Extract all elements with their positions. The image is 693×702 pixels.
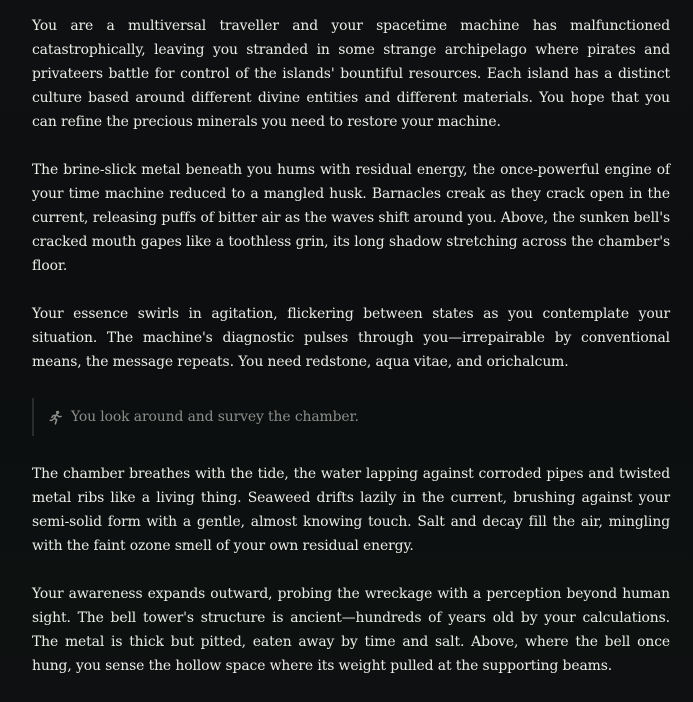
response-paragraph: Your awareness expands outward, probing the wreckage with a perception beyond human sight. The bell tower's structure is ancient—hundreds of years old by your calculations. The metal is thick but pitted, eaten away by time and salt. Above, where the bell once hung, you sense the hollow space where its weight pulled at the supporting beams. — [32, 586, 670, 674]
narrative-paragraph: The brine-slick metal beneath you hums with residual energy, the once-powerful engine of your time machine reduced to a mangled husk. Barnacles creak as they crack open in the current, releasing puffs of bitter air as the waves shift around you. Above, the sunken bell's cracked mouth gapes like a toothless grin, its long shadow stretching across the chamber's floor. — [32, 162, 670, 274]
story-log — [32, 14, 670, 702]
narrative-paragraph: You are a multiversal traveller and your spacetime machine has malfunctioned catastrophically, leaving you stranded in some strange archipelago where pirates and privateers battle for control of the islands' bountiful resources. Each island has a distinct culture based around different divine entities and different materials. You hope that you can refine the precious minerals you need to restore your machine. — [32, 18, 670, 130]
response-paragraph: The chamber breathes with the tide, the water lapping against corroded pipes and twisted metal ribs like a living thing. Seaweed drifts lazily in the current, brushing against your semi-solid form with a gentle, almost knowing touch. Salt and decay fill the air, mingling with the faint ozone smell of your own residual energy. — [32, 466, 670, 554]
runner-icon — [48, 410, 64, 426]
narrative-paragraph: Your essence swirls in agitation, flickering between states as you contemplate your situation. The machine's diagnostic pulses through you—irrepairable by conventional means, the message repeats. You need redstone, aqua vitae, and orichalcum. — [32, 306, 670, 370]
player-action — [32, 398, 670, 436]
player-action-text: You look around and survey the chamber. — [71, 409, 359, 425]
